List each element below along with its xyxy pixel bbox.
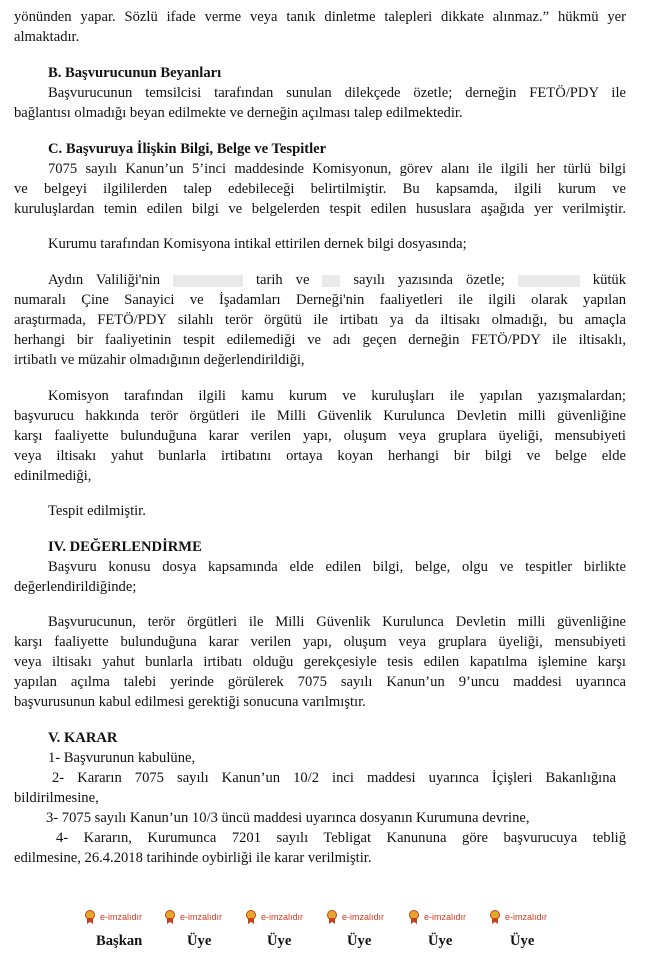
section-heading-v: V. KARAR	[48, 730, 118, 746]
redacted-text-part: sayılı yazısında özetle;	[353, 272, 505, 288]
paragraph-line: Başvuru konusu dosya kapsamında elde edilen bilgi, belge, olgu ve tespitler birlikte	[48, 559, 626, 575]
seal-ribbon-icon	[164, 910, 176, 924]
e-signature-label: e-imzalıdır	[180, 912, 223, 922]
paragraph-line: Kurumu tarafından Komisyona intikal ettirilen dernek bilgi dosyasında;	[48, 236, 467, 252]
redaction-block	[173, 275, 243, 287]
decision-item: 1- Başvurunun kabulüne,	[48, 750, 196, 766]
paragraph-line: Başvurucunun, terör örgütleri ile Milli Güvenlik Kurulunca Devletin milli güvenliğine	[48, 614, 626, 630]
paragraph-line: veya iltisakı yahut bunlarla irtibatını ortaya koyan herhangi bir bilgi ve belge elde	[14, 448, 626, 464]
paragraph-line: Başvurucunun temsilcisi tarafından sunulan dilekçede özetle; derneğin FETÖ/PDY ile	[48, 85, 626, 101]
redacted-text-part: Aydın Valiliği'nin	[48, 272, 161, 288]
signatory-title: Üye	[428, 933, 453, 949]
e-signature-stamp	[84, 908, 142, 926]
paragraph-line: karşı faaliyette bulunduğuna karar verilen yapı, oluşum veya gruplara üyeliği, mensubiyeti	[14, 634, 626, 650]
e-signature-row	[0, 908, 660, 928]
redaction-block	[518, 275, 580, 287]
paragraph-line: numaralı Çine Sanayici ve İşadamları Derneği'nin faaliyetleri ile ilgili olarak yapılan	[14, 292, 626, 308]
redacted-line	[48, 270, 626, 290]
e-signature-label: e-imzalıdır	[100, 912, 143, 922]
seal-ribbon-icon	[489, 910, 501, 924]
signatory-title: Üye	[187, 933, 212, 949]
paragraph-line: bildirilmesine,	[14, 790, 99, 806]
signatories-row	[0, 933, 660, 953]
paragraph-line: araştırmada, FETÖ/PDY silahlı terör örgütü ile irtibatı ya da iltisakı olmadığı, bu amaçla	[14, 312, 626, 328]
seal-ribbon-icon	[245, 910, 257, 924]
paragraph-line: edinilmediği,	[14, 468, 92, 484]
e-signature-stamp	[326, 908, 384, 926]
seal-ribbon-icon	[408, 910, 420, 924]
paragraph-line: yapılan açılma talebi yerinde görülerek 7075 sayılı Kanun’un 9’uncu maddesi uyarınca	[14, 674, 626, 690]
decision-item: 4- Kararın, Kurumunca 7201 sayılı Tebligat Kanununa göre başvurucuya tebliğ	[56, 830, 626, 846]
paragraph-line: 7075 sayılı Kanun’un 5’inci maddesinde Komisyonun, görev alanı ile ilgili her türlü bilgi	[48, 161, 626, 177]
paragraph-line: Tespit edilmiştir.	[48, 503, 146, 519]
paragraph-line: başvurusunun kabul edilmesi gerektiği sonucuna varılmıştır.	[14, 694, 366, 710]
paragraph-line: almaktadır.	[14, 29, 80, 45]
section-heading-c: C. Başvuruya İlişkin Bilgi, Belge ve Tespitler	[48, 141, 327, 157]
decision-item: 2- Kararın 7075 sayılı Kanun’un 10/2 inci maddesi uyarınca İçişleri Bakanlığına	[52, 770, 616, 786]
seal-ribbon-icon	[326, 910, 338, 924]
e-signature-stamp	[489, 908, 547, 926]
paragraph-line: Komisyon tarafından ilgili kamu kurum ve kuruluşları ile yapılan yazışmalardan;	[48, 388, 626, 404]
paragraph-line: değerlendirildiğinde;	[14, 579, 137, 595]
e-signature-label: e-imzalıdır	[261, 912, 304, 922]
signatory-title: Başkan	[96, 933, 143, 949]
seal-ribbon-icon	[84, 910, 96, 924]
redacted-text-part: kütük	[592, 272, 627, 288]
redaction-block	[322, 275, 340, 287]
paragraph-line: veya iltisakı yahut bunlarla irtibatı olduğu gerekçesiyle tesis edilen kapatılma işlemine karşı	[14, 654, 626, 670]
e-signature-stamp	[164, 908, 222, 926]
paragraph-line: ve belgeyi ilgililerden talep edebileceği belirtilmiştir. Bu kapsamda, ilgili kurum ve	[14, 181, 626, 197]
section-heading-b: B. Başvurucunun Beyanları	[48, 65, 222, 81]
signatory-title: Üye	[510, 933, 535, 949]
paragraph-line: karşı faaliyette bulunduğuna karar verilen yapı, oluşum veya gruplara üyeliği, mensubiyeti	[14, 428, 626, 444]
paragraph-line: herhangi bir faaliyetinin tespit edilemediği ve adı geçen derneğin FETÖ/PDY ile iltisaklı,	[14, 332, 626, 348]
e-signature-stamp	[245, 908, 303, 926]
decision-item: 3- 7075 sayılı Kanun’un 10/3 üncü maddesi uyarınca dosyanın Kurumuna devrine,	[46, 810, 530, 826]
signatory-title: Üye	[267, 933, 292, 949]
signatory-title: Üye	[347, 933, 372, 949]
paragraph-line: irtibatlı ve müzahir olmadığının değerlendirildiği,	[14, 352, 305, 368]
e-signature-label: e-imzalıdır	[424, 912, 467, 922]
paragraph-line: başvurucu hakkında terör örgütleri ile Milli Güvenlik Kurulunca Devletin milli güvenliğine	[14, 408, 626, 424]
paragraph-line: bağlantısı olmadığı beyan edilmekte ve derneğin açılması talep edilmektedir.	[14, 105, 463, 121]
paragraph-line: yönünden yapar. Sözlü ifade verme veya tanık dinletme talepleri dikkate alınmaz.” hükmü yer	[14, 9, 626, 25]
e-signature-label: e-imzalıdır	[505, 912, 548, 922]
e-signature-stamp	[408, 908, 466, 926]
section-heading-iv: IV. DEĞERLENDİRME	[48, 539, 202, 555]
e-signature-label: e-imzalıdır	[342, 912, 385, 922]
paragraph-line: edilmesine, 26.4.2018 tarihinde oybirliği ile karar verilmiştir.	[14, 850, 372, 866]
paragraph-line: kuruluşlardan temin edilen bilgi ve belgelerden tespit edilen hususlara aşağıda yer verilmiştir.	[14, 201, 626, 217]
redacted-text-part: tarih ve	[255, 272, 310, 288]
